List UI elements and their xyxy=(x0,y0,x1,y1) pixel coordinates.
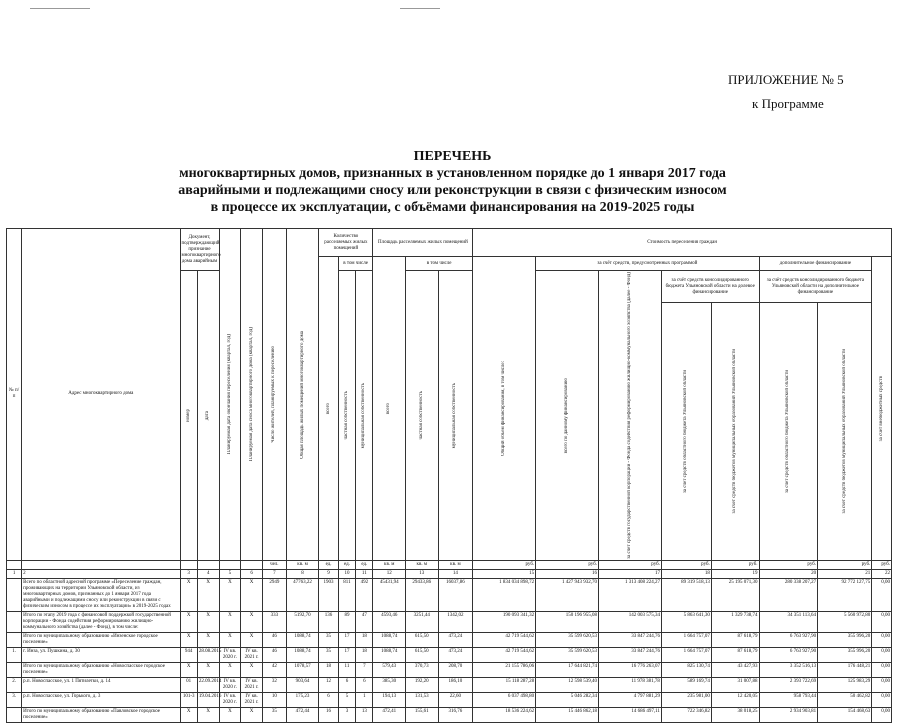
table-cell: 17 xyxy=(338,632,355,647)
table-cell: 33 847 244,76 xyxy=(599,647,662,662)
unit-cell: кв. м xyxy=(286,560,319,569)
appendix-label: ПРИЛОЖЕНИЕ № 5 xyxy=(728,72,844,87)
column-number-cell: 10 xyxy=(338,569,355,578)
table-cell: 3. xyxy=(7,692,22,707)
unit-cell: ед. xyxy=(356,560,373,569)
header-regional: за счёт средств консолидированного бюджета Ульяновской области на долевое финансирование xyxy=(661,271,759,303)
column-number-cell: 20 xyxy=(759,569,818,578)
table-cell: 13 xyxy=(356,707,373,722)
table-cell: 154 468,63 xyxy=(818,707,872,722)
unit-cell: руб. xyxy=(872,560,892,569)
unit-cell: руб. xyxy=(759,560,818,569)
table-cell: 42 719 544,62 xyxy=(473,647,536,662)
table-cell: 903,64 xyxy=(286,677,319,692)
table-cell: 1088,74 xyxy=(286,647,319,662)
table-cell: 15 446 862,18 xyxy=(536,707,599,722)
column-number-cell: 9 xyxy=(319,569,339,578)
table-cell: 811 xyxy=(338,578,355,611)
column-number-cell: 5 xyxy=(219,569,241,578)
table-cell: 190 093 341,32 xyxy=(473,611,536,632)
table-cell: IV кв. 2021 г. xyxy=(241,692,263,707)
table-cell: 18 536 224,62 xyxy=(473,707,536,722)
table-cell: 11 xyxy=(338,662,355,677)
table-cell: 16 xyxy=(319,707,339,722)
table-cell: 89 319 518,13 xyxy=(661,578,711,611)
table-cell: р.п. Новоспасское, ул. 1 Пятилетки, д. 14 xyxy=(22,677,180,692)
table-cell: 473,24 xyxy=(438,632,473,647)
header-area-private: частная собственность xyxy=(418,391,424,440)
table-cell: 1 834 034 898,72 xyxy=(473,578,536,611)
table-cell: 2949 xyxy=(262,578,286,611)
table-cell: 472,41 xyxy=(373,707,406,722)
header-residents: Число жителей, планируемых к переселению xyxy=(271,346,277,443)
table-cell: 944 xyxy=(180,647,197,662)
table-cell: 5 xyxy=(338,692,355,707)
table-cell: X xyxy=(219,578,241,611)
table-cell: Итого по этапу 2019 года с финансовой поддержкой государственной корпорации - Фонда содействия реформированию жилищно-коммунального хозяйства (далее - Фонд), в том числе: xyxy=(22,611,180,632)
header-num: № п/п xyxy=(7,229,22,561)
unit-cell: руб. xyxy=(599,560,662,569)
document-title xyxy=(120,148,785,216)
table-cell: 579,43 xyxy=(373,662,406,677)
table-cell: 615,50 xyxy=(406,647,439,662)
header-area-incl: в том числе xyxy=(406,257,473,271)
table-cell: Итого по муниципальному образованию «Инзенское городское поселение» xyxy=(22,632,180,647)
unit-cell: ед. xyxy=(319,560,339,569)
table-cell: IV кв. 2020 г. xyxy=(219,677,241,692)
table-cell: 1 313 408 224,27 xyxy=(599,578,662,611)
table-cell: X xyxy=(197,611,219,632)
table-cell: 5 046 282,34 xyxy=(536,692,599,707)
table-cell: 29433,86 xyxy=(406,578,439,611)
table-cell xyxy=(7,707,22,722)
table-row xyxy=(7,578,892,611)
title-line: многоквартирных домов, признанных в установленном порядке до 1 января 2017 года xyxy=(179,166,726,181)
table-cell: 2. xyxy=(7,677,22,692)
unit-cell: руб. xyxy=(473,560,536,569)
table-cell: 136 xyxy=(319,611,339,632)
header-total-fin: Общий объём финансирования, в том числе: xyxy=(501,361,507,456)
table-cell: 50 462,82 xyxy=(818,692,872,707)
table-cell: 0,00 xyxy=(872,692,892,707)
table-cell: 472,44 xyxy=(286,707,319,722)
table-cell: 46 xyxy=(262,647,286,662)
column-number-cell: 22 xyxy=(872,569,892,578)
column-number-cell: 7 xyxy=(262,569,286,578)
table-cell: 5192,70 xyxy=(286,611,319,632)
table-cell: 192,20 xyxy=(406,677,439,692)
table-cell: 175,23 xyxy=(286,692,319,707)
table-cell: 16037,86 xyxy=(438,578,473,611)
unit-cell: ед. xyxy=(338,560,355,569)
table-cell: 1078,57 xyxy=(286,662,319,677)
table-cell: 1. xyxy=(7,647,22,662)
table-cell: 208,70 xyxy=(438,662,473,677)
column-number-cell: 11 xyxy=(356,569,373,578)
table-cell: 6 037 498,80 xyxy=(473,692,536,707)
table-cell: 6 xyxy=(356,677,373,692)
table-cell: 4 797 881,29 xyxy=(599,692,662,707)
unit-cell xyxy=(197,560,219,569)
header-mun: за счёт средств бюджетов муниципальных образований Ульяновской области xyxy=(732,349,738,514)
table-cell xyxy=(7,611,22,632)
table-cell: 473,24 xyxy=(438,647,473,662)
table-cell: IV кв. 2021 г. xyxy=(241,677,263,692)
table-cell: 18 xyxy=(356,647,373,662)
table-cell: 333 xyxy=(262,611,286,632)
table-cell: 01 xyxy=(180,677,197,692)
table-cell: Всего по областной адресной программе «Переселение граждан, проживающих на территории Ульяновской области, из многоквартирных домов, признанных до 1 января 2017 года аварийными и подлежащими сносу или реконструкции в связи с физическим износом в процессе их эксплуатации» в 2019-2025 годах xyxy=(22,578,180,611)
table-cell: 1088,74 xyxy=(373,647,406,662)
table-cell: 722 346,82 xyxy=(661,707,711,722)
table-row xyxy=(7,647,892,662)
unit-cell: кв. м xyxy=(373,560,406,569)
header-plan-resettle: Планируемая дата окончания переселения (квартал, год) xyxy=(226,334,232,455)
table-cell: 89 xyxy=(338,611,355,632)
table-cell: X xyxy=(197,578,219,611)
unit-cell xyxy=(219,560,241,569)
header-fund: за счёт средств государственной корпорации - Фонда содействия реформированию жилищно-коммунального хозяйства (далее - Фонд) xyxy=(626,272,632,559)
table-cell: 46 xyxy=(262,632,286,647)
header-qty-incl: в том числе xyxy=(338,257,373,271)
table-cell: 12 xyxy=(319,677,339,692)
table-cell: 1 427 943 932,70 xyxy=(536,578,599,611)
table-cell: 2 393 722,69 xyxy=(759,677,818,692)
table-row xyxy=(7,611,892,632)
table-cell: X xyxy=(241,632,263,647)
table-cell: 6 xyxy=(338,677,355,692)
unit-cell xyxy=(7,560,22,569)
table-cell: 3 352 516,13 xyxy=(759,662,818,677)
header-doc-date: дата xyxy=(205,410,211,420)
resettlement-table xyxy=(6,228,892,723)
table-body xyxy=(7,578,892,722)
table-cell: X xyxy=(219,662,241,677)
table-cell: 0,00 xyxy=(872,578,892,611)
table-cell: 11 978 381,78 xyxy=(599,677,662,692)
table-cell: 492 xyxy=(356,578,373,611)
title-line: аварийными и подлежащими сносу или реконструкции в связи с физическим износом xyxy=(178,183,727,198)
table-cell: 125 983,29 xyxy=(818,677,872,692)
header-program-total: всего по данному финансированию xyxy=(564,377,570,454)
table-row xyxy=(7,692,892,707)
units-row xyxy=(7,560,892,569)
column-numbers-row xyxy=(7,569,892,578)
column-number-cell: 1 xyxy=(7,569,22,578)
table-cell: 34 351 113,64 xyxy=(759,611,818,632)
column-number-cell: 19 xyxy=(711,569,759,578)
header-mun2: за счёт средств бюджетов муниципальных образований Ульяновской области xyxy=(841,349,847,514)
header-by-program: за счёт средств, предусмотренных программой xyxy=(536,257,759,271)
table-cell: 32 xyxy=(262,677,286,692)
unit-cell: кв. м xyxy=(438,560,473,569)
table-cell: 280 338 207,27 xyxy=(759,578,818,611)
table-cell: 16 776 263,07 xyxy=(599,662,662,677)
table-cell: 87 618,79 xyxy=(711,647,759,662)
table-cell: 0,00 xyxy=(872,662,892,677)
header-obl2: за счёт средств областного бюджета Ульяновской области xyxy=(785,370,791,494)
table-cell: IV кв. 2021 г. xyxy=(241,647,263,662)
table-cell: 370,73 xyxy=(406,662,439,677)
unit-cell: чел. xyxy=(262,560,286,569)
table-cell: 355 996,20 xyxy=(818,632,872,647)
table-row xyxy=(7,677,892,692)
table-cell: 25 195 071,30 xyxy=(711,578,759,611)
scan-artifact-line xyxy=(400,8,440,9)
header-doc-number: номер xyxy=(185,408,191,422)
header-cost-group: Стоимость переселения граждан xyxy=(473,229,892,257)
table-cell: 101-3 xyxy=(180,692,197,707)
unit-cell: руб. xyxy=(818,560,872,569)
table-cell: 22.09.2014 xyxy=(197,677,219,692)
table-cell: 0,00 xyxy=(872,632,892,647)
table-cell xyxy=(7,578,22,611)
table-cell: 21 155 786,06 xyxy=(473,662,536,677)
header-other: за счёт внебюджетных средств xyxy=(878,375,884,442)
table-cell: 47763,22 xyxy=(286,578,319,611)
table-cell: 12 598 539,40 xyxy=(536,677,599,692)
table-cell: X xyxy=(219,707,241,722)
table-cell: X xyxy=(241,578,263,611)
table-cell: 35 599 620,53 xyxy=(536,647,599,662)
table-cell: 15 118 287,28 xyxy=(473,677,536,692)
table-cell: 1 664 757,07 xyxy=(661,632,711,647)
table-cell: 22,60 xyxy=(438,692,473,707)
table-cell: 17 xyxy=(338,647,355,662)
scan-artifact-line xyxy=(30,8,90,9)
table-cell: 155,61 xyxy=(406,707,439,722)
table-cell: 87 618,79 xyxy=(711,632,759,647)
table-cell: 1088,74 xyxy=(373,632,406,647)
table-cell: IV кв. 2020 г. xyxy=(219,647,241,662)
header-plan-demolish: Планируемая дата сноса многоквартирного дома (квартал, год) xyxy=(248,327,254,462)
table-cell: 142 003 575,34 xyxy=(599,611,662,632)
table-cell: 1 329 738,74 xyxy=(711,611,759,632)
header-obl: за счёт средств областного бюджета Ульяновской области xyxy=(683,370,689,494)
table-cell: 10 xyxy=(262,692,286,707)
table-cell: X xyxy=(241,611,263,632)
column-number-cell: 18 xyxy=(661,569,711,578)
table-cell: X xyxy=(180,632,197,647)
table-row xyxy=(7,707,892,722)
table-cell: 0,00 xyxy=(872,707,892,722)
table-cell: 0,00 xyxy=(872,611,892,632)
table-cell: 0,00 xyxy=(872,677,892,692)
table-cell: 31 007,88 xyxy=(711,677,759,692)
table-cell: 14 686 497,11 xyxy=(599,707,662,722)
header-extra: дополнительное финансирование xyxy=(759,257,872,271)
column-number-cell: 3 xyxy=(180,569,197,578)
table-cell: 355 996,20 xyxy=(818,647,872,662)
table-cell: 1903 xyxy=(319,578,339,611)
header-area-municipal: муниципальная собственность xyxy=(452,382,458,449)
table-cell: 17 644 821,74 xyxy=(536,662,599,677)
header-qty-group: Количество расселяемых жилых помещений xyxy=(319,229,373,257)
program-label: к Программе xyxy=(752,96,824,111)
table-cell: 0,00 xyxy=(872,647,892,662)
table-cell: 42 719 544,62 xyxy=(473,632,536,647)
table-cell: 3 xyxy=(338,707,355,722)
column-number-cell: 8 xyxy=(286,569,319,578)
table-cell: Итого по муниципальному образованию «Павловское городское поселение» xyxy=(22,707,180,722)
table-cell: 2 934 903,81 xyxy=(759,707,818,722)
column-numbers-row xyxy=(7,569,892,578)
unit-cell: руб. xyxy=(661,560,711,569)
column-number-cell: 15 xyxy=(473,569,536,578)
table-cell: 825 130,74 xyxy=(661,662,711,677)
table-cell: X xyxy=(219,611,241,632)
table-cell: 35 xyxy=(262,707,286,722)
table-cell: 42 xyxy=(262,662,286,677)
table-cell: 316,76 xyxy=(438,707,473,722)
table-cell: 43 427,93 xyxy=(711,662,759,677)
table-cell: 6 763 927,90 xyxy=(759,632,818,647)
table-cell: X xyxy=(180,707,197,722)
table-cell: р.п. Новоспасское, ул. Горького, д. 3 xyxy=(22,692,180,707)
table-cell: 1342,02 xyxy=(438,611,473,632)
column-number-cell: 17 xyxy=(599,569,662,578)
table-cell: 28.08.2015 xyxy=(197,647,219,662)
table-cell: X xyxy=(197,707,219,722)
table-cell: 958 793,44 xyxy=(759,692,818,707)
header-area-total: всего xyxy=(386,402,392,415)
column-number-cell: 6 xyxy=(241,569,263,578)
column-number-cell: 12 xyxy=(373,569,406,578)
unit-cell xyxy=(22,560,180,569)
unit-cell: кв. м xyxy=(406,560,439,569)
table-cell: г. Инза, ул. Пушкина, д. 30 xyxy=(22,647,180,662)
table-row xyxy=(7,662,892,677)
table-cell: 194,13 xyxy=(373,692,406,707)
table-cell: X xyxy=(180,611,197,632)
table-cell: 385,30 xyxy=(373,677,406,692)
table-cell: 7 xyxy=(356,662,373,677)
table-cell: 38 018,25 xyxy=(711,707,759,722)
table-cell: 4593,46 xyxy=(373,611,406,632)
table-cell: 35 xyxy=(319,632,339,647)
header-qty-municipal: муниципальная собственность xyxy=(361,382,367,449)
column-number-cell: 4 xyxy=(197,569,219,578)
header-qty-total: всего xyxy=(325,402,331,415)
table-cell: 1 664 757,07 xyxy=(661,647,711,662)
title-line: в процессе их эксплуатации, с объёмами финансирования на 2019-2025 годы xyxy=(210,200,695,215)
table-cell: X xyxy=(197,632,219,647)
column-number-cell: 21 xyxy=(818,569,872,578)
table-cell: X xyxy=(180,578,197,611)
header-total-area: Общая площадь жилых помещений многоквартирного дома xyxy=(299,330,305,459)
column-number-cell: 14 xyxy=(438,569,473,578)
table-cell: 589 169,74 xyxy=(661,677,711,692)
header-area-group: Площадь расселяемых жилых помещений xyxy=(373,229,473,257)
table-cell: 6 763 927,90 xyxy=(759,647,818,662)
table-cell: 18 xyxy=(356,632,373,647)
unit-cell: руб. xyxy=(711,560,759,569)
table-cell: 35 xyxy=(319,647,339,662)
table-cell xyxy=(7,662,22,677)
table-cell: 150 196 955,08 xyxy=(536,611,599,632)
table-cell xyxy=(7,632,22,647)
table-cell: 3251,44 xyxy=(406,611,439,632)
title-line: ПЕРЕЧЕНЬ xyxy=(413,149,492,164)
table-cell: 47 xyxy=(356,611,373,632)
table-cell: 615,50 xyxy=(406,632,439,647)
header-qty-private: частная собственность xyxy=(343,391,349,440)
table-cell: 18 xyxy=(319,662,339,677)
table-cell: 5 863 641,30 xyxy=(661,611,711,632)
header-address: Адрес многоквартирного дома xyxy=(22,229,180,561)
table-cell: X xyxy=(241,707,263,722)
table-cell: X xyxy=(180,662,197,677)
table-cell: 33 847 244,76 xyxy=(599,632,662,647)
table-cell: X xyxy=(197,662,219,677)
table-cell: Итого по муниципальному образованию «Новоспасское городское поселение» xyxy=(22,662,180,677)
table-cell: 186,10 xyxy=(438,677,473,692)
table-cell: 5 560 972,80 xyxy=(818,611,872,632)
column-number-cell: 2 xyxy=(22,569,180,578)
column-number-cell: 13 xyxy=(406,569,439,578)
table-cell: 45431,94 xyxy=(373,578,406,611)
unit-cell xyxy=(180,560,197,569)
table-cell: X xyxy=(219,632,241,647)
table-cell: 176 448,21 xyxy=(818,662,872,677)
unit-cell xyxy=(241,560,263,569)
table-cell: 1088,74 xyxy=(286,632,319,647)
table-cell: 12 420,05 xyxy=(711,692,759,707)
table-cell: 35 599 620,53 xyxy=(536,632,599,647)
table-header xyxy=(7,229,892,561)
table-cell: 235 981,00 xyxy=(661,692,711,707)
table-cell: 1 xyxy=(356,692,373,707)
column-number-cell: 16 xyxy=(536,569,599,578)
header-extra-regional: за счёт средств консолидированного бюджета Ульяновской области на дополнительное финансирование xyxy=(759,271,872,303)
unit-cell: руб. xyxy=(536,560,599,569)
table-cell: 6 xyxy=(319,692,339,707)
units-row xyxy=(7,560,892,569)
table-cell: 92 772 127,75 xyxy=(818,578,872,611)
table-cell: IV кв. 2020 г. xyxy=(219,692,241,707)
table-cell: 19.04.2016 xyxy=(197,692,219,707)
header-doc-group: Документ, подтверждающий признание многоквартирного дома аварийным xyxy=(180,229,219,271)
table-cell: 131,53 xyxy=(406,692,439,707)
table-row xyxy=(7,632,892,647)
table-cell: X xyxy=(241,662,263,677)
